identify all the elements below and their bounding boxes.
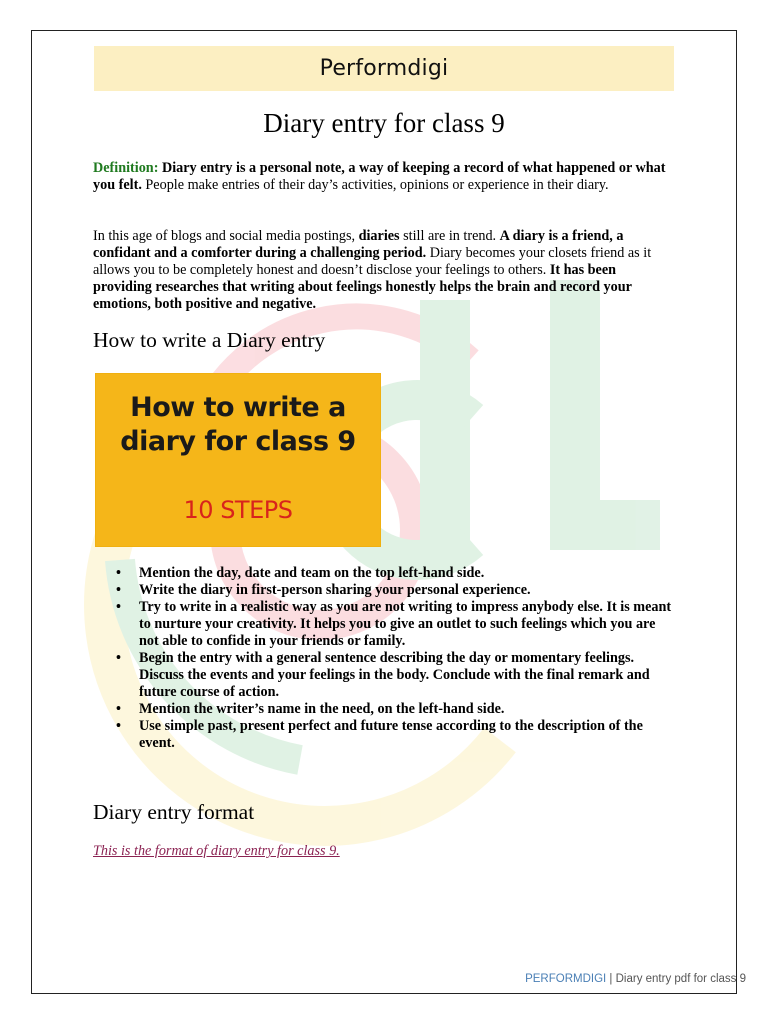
definition-label: Definition: [93,160,159,176]
format-heading: Diary entry format [93,800,255,824]
list-item: • Use simple past, present perfect and future tense according to the description of the event. [114,718,674,752]
definition-bold-text: Diary entry is a personal note, a way of keeping a record of what happened or what you felt. [93,160,666,193]
intro-bold-2: A diary is a friend, a confidant and a comforter during a challenging period. [93,228,624,261]
footer-text: Diary entry pdf for class 9 [615,973,746,985]
list-item: • Mention the day, date and team on the top left-hand side. [114,565,674,582]
page-footer [525,973,746,985]
list-item: • Try to write in a realistic way as you are not writing to impress anybody else. It is meant to nurture your creativity. It helps you to give an outlet to such feelings which you are not able to confide in your friends or family. [114,599,674,650]
footer-separator: | [606,973,616,985]
intro-bold-1: diaries [358,228,400,244]
intro-bold-3: It has been providing researches that writing about feelings honestly helps the brain and record your emotions, both positive and negative. [93,262,632,312]
definition-paragraph [93,160,675,194]
promo-line-1: How to write a [130,392,346,423]
intro-text-2: still are in trend. [399,228,500,244]
intro-text-3: Diary becomes your closets friend as it allows you to be completely honest and doesn’t disclose your feelings to others. [93,245,652,278]
intro-text-1: In this age of blogs and social media postings, [93,228,359,244]
footer-brand: PERFORMDIGI [525,973,607,985]
promo-line-2: diary for class 9 [120,426,356,457]
list-item: • Begin the entry with a general sentence describing the day or momentary feelings. Discuss the events and your feelings in the body. Conclude with the final remark and future course of action. [114,650,674,701]
list-item: • Mention the writer’s name in the need, on the left-hand side. [114,701,674,718]
list-item: • Write the diary in first-person sharing your personal experience. [114,582,674,599]
promo-steps-label: 10 STEPS [183,496,293,524]
intro-paragraph [93,228,675,313]
promo-image [96,374,380,546]
brand-header [94,46,674,91]
format-link[interactable]: This is the format of diary entry for class 9. [93,843,340,859]
page-title: Diary entry for class 9 [263,108,505,138]
definition-text: People make entries of their day’s activities, opinions or experience in their diary. [141,177,609,193]
steps-list [114,565,674,752]
brand-title: Performdigi [319,56,449,81]
how-to-heading: How to write a Diary entry [93,328,326,352]
